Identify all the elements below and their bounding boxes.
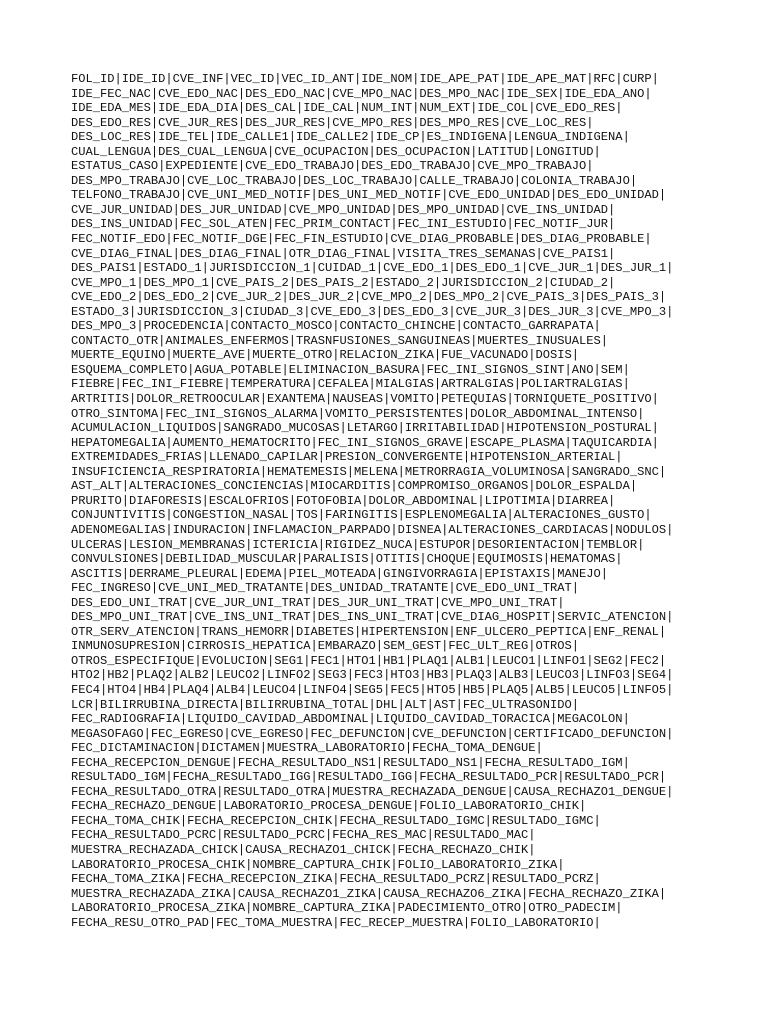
text-line: FECHA_RESU_OTRO_PAD|FEC_TOMA_MUESTRA|FEC_RECEP_MUESTRA|FOLIO_LABORATORIO| (71, 915, 601, 930)
text-line: MUESTRA_RECHAZADA_ZIKA|CAUSA_RECHAZO1_ZIKA|CAUSA_RECHAZO6_ZIKA|FECHA_RECHAZO_ZIKA| (71, 886, 667, 901)
text-line: ASCITIS|DERRAME_PLEURAL|EDEMA|PIEL_MOTEADA|GINGIVORRAGIA|EPISTAXIS|MANEJO| (71, 566, 609, 581)
text-line: OTROS_ESPECIFIQUE|EVOLUCION|SEG1|FEC1|HTO1|HB1|PLAQ1|ALB1|LEUCO1|LINFO1|SEG2|FEC2| (71, 653, 667, 668)
text-line: CONTACTO_OTR|ANIMALES_ENFERMOS|TRASNFUSIONES_SANGUINEAS|MUERTES_INUSUALES| (71, 333, 609, 348)
text-line: MUERTE_EQUINO|MUERTE_AVE|MUERTE_OTRO|RELACION_ZIKA|FUE_VACUNADO|DOSIS| (71, 348, 580, 363)
text-line: FEC_NOTIF_EDO|FEC_NOTIF_DGE|FEC_FIN_ESTUDIO|CVE_DIAG_PROBABLE|DES_DIAG_PROBABLE| (71, 232, 652, 247)
text-line: CVE_EDO_2|DES_EDO_2|CVE_JUR_2|DES_JUR_2|CVE_MPO_2|DES_MPO_2|CVE_PAIS_3|DES_PAIS_3| (71, 290, 667, 305)
text-line: CVE_JUR_UNIDAD|DES_JUR_UNIDAD|CVE_MPO_UNIDAD|DES_MPO_UNIDAD|CVE_INS_UNIDAD| (71, 202, 616, 217)
text-line: FECHA_TOMA_ZIKA|FECHA_RECEPCION_ZIKA|FECHA_RESULTADO_PCRZ|RESULTADO_PCRZ| (71, 872, 601, 887)
text-line: DES_MPO_3|PROCEDENCIA|CONTACTO_MOSCO|CONTACTO_CHINCHE|CONTACTO_GARRAPATA| (71, 319, 601, 334)
text-line: DES_EDO_UNI_TRAT|CVE_JUR_UNI_TRAT|DES_JUR_UNI_TRAT|CVE_MPO_UNI_TRAT| (71, 595, 565, 610)
text-line: CVE_MPO_1|DES_MPO_1|CVE_PAIS_2|DES_PAIS_2|ESTADO_2|JURISDICCION_2|CIUDAD_2| (71, 275, 616, 290)
field-list-text (71, 72, 711, 930)
text-line: INMUNOSUPRESION|CIRROSIS_HEPATICA|EMBARAZO|SEM_GEST|FEC_ULT_REG|OTROS| (71, 639, 580, 654)
text-line: FIEBRE|FEC_INI_FIEBRE|TEMPERATURA|CEFALEA|MIALGIAS|ARTRALGIAS|POLIARTRALGIAS| (71, 377, 630, 392)
text-line: MUESTRA_RECHAZADA_CHICK|CAUSA_RECHAZO1_CHICK|FECHA_RECHAZO_CHIK| (71, 842, 536, 857)
text-line: RESULTADO_IGM|FECHA_RESULTADO_IGG|RESULTADO_IGG|FECHA_RESULTADO_PCR|RESULTADO_PCR| (71, 770, 667, 785)
text-line: ESTADO_3|JURISDICCION_3|CIUDAD_3|CVE_EDO_3|DES_EDO_3|CVE_JUR_3|DES_JUR_3|CVE_MPO_3| (71, 304, 674, 319)
text-line: CONJUNTIVITIS|CONGESTION_NASAL|TOS|FARINGITIS|ESPLENOMEGALIA|ALTERACIONES_GUSTO| (71, 508, 652, 523)
text-line: ACUMULACION_LIQUIDOS|SANGRADO_MUCOSAS|LETARGO|IRRITABILIDAD|HIPOTENSION_POSTURAL| (71, 421, 659, 436)
text-line: CVE_DIAG_FINAL|DES_DIAG_FINAL|OTR_DIAG_FINAL|VISITA_TRES_SEMANAS|CVE_PAIS1| (71, 246, 616, 261)
text-line: PRURITO|DIAFORESIS|ESCALOFRIOS|FOTOFOBIA|DOLOR_ABDOMINAL|LIPOTIMIA|DIARREA| (71, 493, 616, 508)
text-line: DES_MPO_UNI_TRAT|CVE_INS_UNI_TRAT|DES_INS_UNI_TRAT|CVE_DIAG_HOSPIT|SERVIC_ATENCION| (71, 610, 674, 625)
text-line: ULCERAS|LESION_MEMBRANAS|ICTERICIA|RIGIDEZ_NUCA|ESTUPOR|DESORIENTACION|TEMBLOR| (71, 537, 645, 552)
text-line: OTR_SERV_ATENCION|TRANS_HEMORR|DIABETES|HIPERTENSION|ENF_ULCERO_PEPTICA|ENF_RENAL| (71, 624, 667, 639)
text-line: FEC_RADIOGRAFIA|LIQUIDO_CAVIDAD_ABDOMINAL|LIQUIDO_CAVIDAD_TORACICA|MEGACOLON| (71, 712, 630, 727)
text-line: CUAL_LENGUA|DES_CUAL_LENGUA|CVE_OCUPACION|DES_OCUPACION|LATITUD|LONGITUD| (71, 144, 601, 159)
text-line: EXTREMIDADES_FRIAS|LLENADO_CAPILAR|PRESION_CONVERGENTE|HIPOTENSION_ARTERIAL| (71, 450, 623, 465)
text-line: DES_LOC_RES|IDE_TEL|IDE_CALLE1|IDE_CALLE2|IDE_CP|ES_INDIGENA|LENGUA_INDIGENA| (71, 130, 630, 145)
text-line: FECHA_RECHAZO_DENGUE|LABORATORIO_PROCESA_DENGUE|FOLIO_LABORATORIO_CHIK| (71, 799, 587, 814)
text-line: FOL_ID|IDE_ID|CVE_INF|VEC_ID|VEC_ID_ANT|IDE_NOM|IDE_APE_PAT|IDE_APE_MAT|RFC|CURP| (71, 72, 659, 86)
text-line: FECHA_RESULTADO_OTRA|RESULTADO_OTRA|MUESTRA_RECHAZADA_DENGUE|CAUSA_RECHAZO1_DENGUE| (71, 784, 674, 799)
text-line: DES_EDO_RES|CVE_JUR_RES|DES_JUR_RES|CVE_MPO_RES|DES_MPO_RES|CVE_LOC_RES| (71, 115, 594, 130)
text-line: AST_ALT|ALTERACIONES_CONCIENCIAS|MIOCARDITIS|COMPROMISO_ORGANOS|DOLOR_ESPALDA| (71, 479, 638, 494)
text-line: CONVULSIONES|DEBILIDAD_MUSCULAR|PARALISIS|OTITIS|CHOQUE|EQUIMOSIS|HEMATOMAS| (71, 552, 623, 567)
text-line: ADENOMEGALIAS|INDURACION|INFLAMACION_PARPADO|DISNEA|ALTERACIONES_CARDIACAS|NODULOS| (71, 522, 674, 537)
text-line: FECHA_TOMA_CHIK|FECHA_RECEPCION_CHIK|FECHA_RESULTADO_IGMC|RESULTADO_IGMC| (71, 813, 601, 828)
text-line: ARTRITIS|DOLOR_RETROOCULAR|EXANTEMA|NAUSEAS|VOMITO|PETEQUIAS|TORNIQUETE_POSITIVO| (71, 392, 659, 407)
text-line: MEGASOFAGO|FEC_EGRESO|CVE_EGRESO|FEC_DEFUNCION|CVE_DEFUNCION|CERTIFICADO_DEFUNCION| (71, 726, 674, 741)
text-line: ESQUEMA_COMPLETO|AGUA_POTABLE|ELIMINACION_BASURA|FEC_INI_SIGNOS_SINT|ANO|SEM| (71, 362, 630, 377)
text-line: HTO2|HB2|PLAQ2|ALB2|LEUCO2|LINFO2|SEG3|FEC3|HTO3|HB3|PLAQ3|ALB3|LEUCO3|LINFO3|SEG4| (71, 668, 674, 683)
text-line: LABORATORIO_PROCESA_ZIKA|NOMBRE_CAPTURA_ZIKA|PADECIMIENTO_OTRO|OTRO_PADECIM| (71, 901, 623, 916)
text-line: INSUFICIENCIA_RESPIRATORIA|HEMATEMESIS|MELENA|METRORRAGIA_VOLUMINOSA|SANGRADO_SNC| (71, 464, 667, 479)
text-line: ESTATUS_CASO|EXPEDIENTE|CVE_EDO_TRABAJO|DES_EDO_TRABAJO|CVE_MPO_TRABAJO| (71, 159, 594, 174)
text-line: FECHA_RECEPCION_DENGUE|FECHA_RESULTADO_NS1|RESULTADO_NS1|FECHA_RESULTADO_IGM| (71, 755, 630, 770)
text-line: FEC4|HTO4|HB4|PLAQ4|ALB4|LEUCO4|LINFO4|SEG5|FEC5|HTO5|HB5|PLAQ5|ALB5|LEUCO5|LINFO5| (71, 682, 674, 697)
text-line: FECHA_RESULTADO_PCRC|RESULTADO_PCRC|FECHA_RES_MAC|RESULTADO_MAC| (71, 828, 536, 843)
text-line: FEC_INGRESO|CVE_UNI_MED_TRATANTE|DES_UNIDAD_TRATANTE|CVE_EDO_UNI_TRAT| (71, 581, 580, 596)
text-line: LCR|BILIRRUBINA_DIRECTA|BILIRRUBINA_TOTAL|DHL|ALT|AST|FEC_ULTRASONIDO| (71, 697, 580, 712)
text-line: TELFONO_TRABAJO|CVE_UNI_MED_NOTIF|DES_UNI_MED_NOTIF|CVE_EDO_UNIDAD|DES_EDO_UNIDAD| (71, 188, 667, 203)
text-line: DES_INS_UNIDAD|FEC_SOL_ATEN|FEC_PRIM_CONTACT|FEC_INI_ESTUDIO|FEC_NOTIF_JUR| (71, 217, 616, 232)
text-line: IDE_EDA_MES|IDE_EDA_DIA|DES_CAL|IDE_CAL|NUM_INT|NUM_EXT|IDE_COL|CVE_EDO_RES| (71, 101, 623, 116)
text-line: HEPATOMEGALIA|AUMENTO_HEMATOCRITO|FEC_INI_SIGNOS_GRAVE|ESCAPE_PLASMA|TAQUICARDIA| (71, 435, 659, 450)
text-line: DES_PAIS1|ESTADO_1|JURISDICCION_1|CUIDAD_1|CVE_EDO_1|DES_EDO_1|CVE_JUR_1|DES_JUR_1| (71, 261, 674, 276)
text-line: IDE_FEC_NAC|CVE_EDO_NAC|DES_EDO_NAC|CVE_MPO_NAC|DES_MPO_NAC|IDE_SEX|IDE_EDA_ANO| (71, 86, 652, 101)
text-line: OTRO_SINTOMA|FEC_INI_SIGNOS_ALARMA|VOMITO_PERSISTENTES|DOLOR_ABDOMINAL_INTENSO| (71, 406, 645, 421)
text-line: DES_MPO_TRABAJO|CVE_LOC_TRABAJO|DES_LOC_TRABAJO|CALLE_TRABAJO|COLONIA_TRABAJO| (71, 173, 638, 188)
text-line: LABORATORIO_PROCESA_CHIK|NOMBRE_CAPTURA_CHIK|FOLIO_LABORATORIO_ZIKA| (71, 857, 565, 872)
text-line: FEC_DICTAMINACION|DICTAMEN|MUESTRA_LABORATORIO|FECHA_TOMA_DENGUE| (71, 741, 543, 756)
